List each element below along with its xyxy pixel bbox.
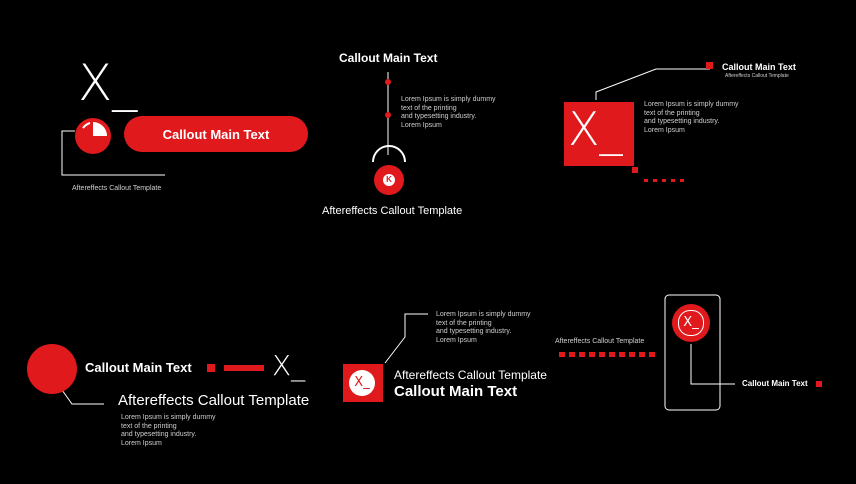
body-line: Lorem Ipsum is simply dummy	[436, 311, 531, 318]
x-cursor-symbol: X_	[272, 349, 306, 382]
callout-title: Callout Main Text	[339, 51, 438, 65]
template-caption: Aftereffects Callout Template	[72, 185, 162, 192]
dash-dot	[653, 179, 657, 182]
body-line: and typesetting industry.	[644, 118, 720, 125]
body-line: Lorem Ipsum	[401, 121, 442, 129]
body-line: Lorem Ipsum	[644, 126, 685, 134]
connector-square	[706, 62, 713, 69]
callout-title: Callout Main Text	[85, 360, 192, 375]
connector-bar	[224, 365, 264, 371]
body-line: Lorem Ipsum	[436, 336, 477, 344]
connector-dot	[385, 79, 391, 85]
body-line: and typesetting industry.	[436, 328, 512, 335]
callout-body-text	[644, 101, 739, 135]
callout-subtitle: Aftereffects Callout Template	[118, 392, 310, 409]
template-caption: Aftereffects Callout Template	[322, 205, 463, 217]
red-circle	[27, 344, 77, 394]
callout-body-text	[401, 96, 496, 130]
dashed-connector	[559, 352, 659, 357]
body-line: Lorem Ipsum	[121, 439, 162, 447]
body-line: and typesetting industry.	[121, 431, 197, 438]
connector-square	[207, 364, 215, 372]
pie-icon	[73, 116, 113, 156]
badge-circle	[374, 165, 404, 195]
dash-dot	[680, 179, 684, 182]
x-cursor-symbol: X_	[568, 102, 623, 156]
body-line: Lorem Ipsum is simply dummy	[121, 414, 216, 421]
badge-icon: K	[383, 174, 395, 186]
dash-dot	[662, 179, 666, 182]
body-line: Lorem Ipsum is simply dummy	[644, 101, 739, 108]
callout-pill-label: Callout Main Text	[162, 126, 270, 142]
callout-title: Callout Main Text	[394, 383, 518, 400]
callout-title: Callout Main Text	[722, 62, 796, 72]
callout-body-text	[436, 311, 531, 345]
callout-title: Callout Main Text	[742, 379, 808, 388]
x-circle	[672, 304, 710, 342]
dash-dot	[671, 179, 675, 182]
callout-subtitle: Aftereffects Callout Template	[394, 368, 547, 382]
x-box	[343, 364, 383, 402]
connector-square	[632, 167, 638, 173]
body-line: text of the printing	[644, 109, 700, 117]
x-cursor-symbol: X_	[678, 310, 704, 336]
body-line: text of the printing	[121, 422, 177, 430]
connector-square	[816, 381, 822, 387]
x-cursor-symbol: X_	[349, 370, 375, 396]
body-line: and typesetting industry.	[401, 113, 477, 120]
callout-body-text	[121, 414, 216, 448]
x-cursor-symbol: X_	[78, 54, 138, 112]
dash-dot	[644, 179, 648, 182]
body-line: text of the printing	[436, 319, 492, 327]
template-caption: Aftereffects Callout Template	[555, 338, 645, 345]
body-line: text of the printing	[401, 104, 457, 112]
callout-pill	[124, 116, 308, 152]
x-box	[564, 102, 634, 166]
connector-dot	[385, 112, 391, 118]
body-line: Lorem Ipsum is simply dummy	[401, 96, 496, 103]
callout-subtitle: Aftereffects Callout Template	[725, 73, 789, 79]
